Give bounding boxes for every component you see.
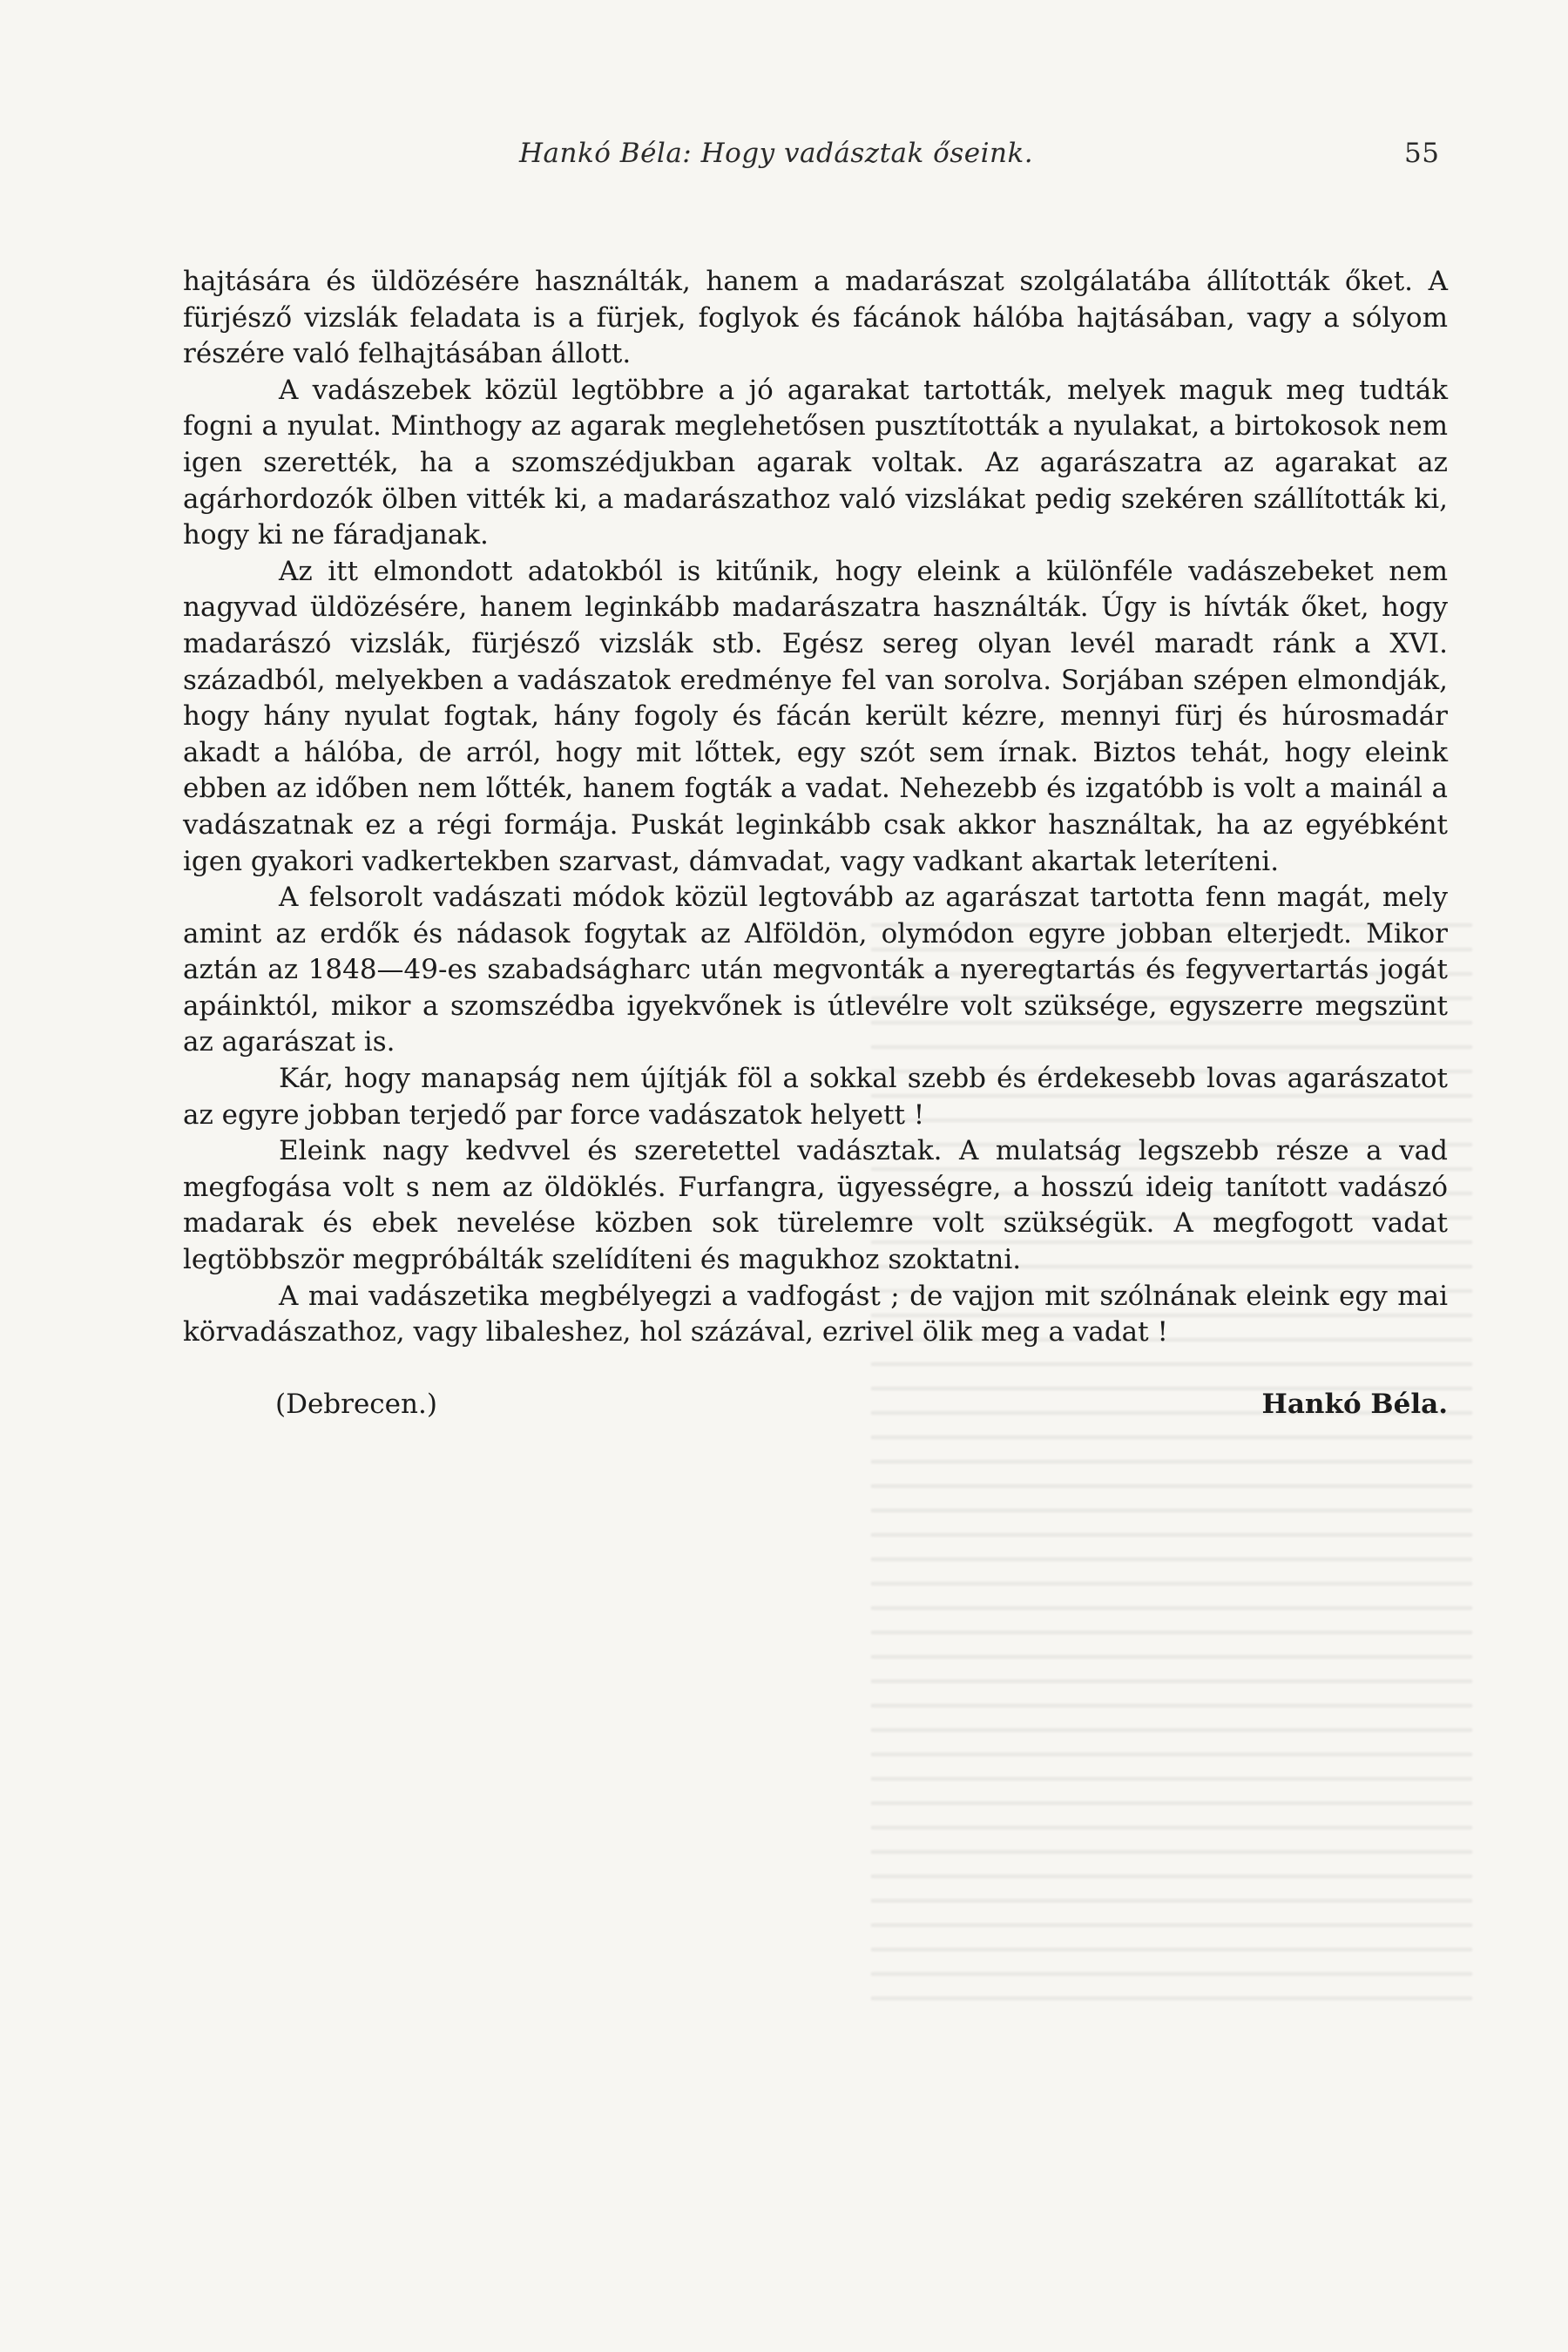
paragraph: A vadászebek közül legtöbbre a jó agarakat tartották, melyek maguk meg tudták fogni a nyulat. Minthogy az agarak meglehetősen pusztították a nyulakat, a birtokosok nem igen szerették, ha a szomszédjukban agarak voltak. Az agarászatra az agarakat az agárhordozók ölben vitték ki, a madarászathoz való vizslákat pedig szekéren szállították ki, hogy ki ne fáradjanak. <box>183 374 1448 551</box>
running-header <box>0 138 1568 176</box>
paragraph: Az itt elmondott adatokból is kitűnik, hogy eleink a különféle vadászebeket nem nagyvad üldözésére, hanem leginkább madarászatra használták. Úgy is hívták őket, hogy madarászó vizslák, fürjésző vizslák stb. Egész sereg olyan levél maradt ránk a XVI. századból, melyekben a vadászatok eredménye fel van sorolva. Sorjában szépen elmondják, hogy hány nyulat fogtak, hány fogoly és fácán került kézre, mennyi fürj és húrosmadár akadt a hálóba, de arról, hogy mit lőttek, egy szót sem írnak. Biztos tehát, hogy eleink ebben az időben nem lőtték, hanem fogták a vadat. Nehezebb és izgatóbb is volt a mainál a vadászatnak ez a régi formája. Puskát leginkább csak akkor használtak, ha az egyébként igen gyakori vadkertekben szarvast, dámvadat, vagy vadkant akartak leteríteni. <box>183 555 1448 877</box>
author-signature: Hankó Béla. <box>1261 1389 1448 1420</box>
running-title: Hankó Béla: Hogy vadásztak őseink. <box>519 138 1034 169</box>
page-number: 55 <box>1404 138 1440 169</box>
paragraph: A mai vadászetika megbélyegzi a vadfogást ; de vajjon mit szólnának eleink egy mai körvadászathoz, vagy libaleshez, hol százával, ezrivel ölik meg a vadat ! <box>183 1280 1448 1348</box>
place-of-writing: (Debrecen.) <box>275 1389 437 1420</box>
paragraph: A felsorolt vadászati módok közül legtovább az agarászat tartotta fenn magát, mely amint az erdők és nádasok fogytak az Alföldön, olymódon egyre jobban elterjedt. Mikor aztán az 1848—49-es szabadságharc után megvonták a nyeregtartás és fegyvertartás jogát apáinktól, mikor a szomszédba igyekvőnek is útlevélre volt szüksége, egyszerre megszünt az agarászat is. <box>183 882 1448 1058</box>
article-body <box>183 264 1448 1351</box>
paragraph: Eleink nagy kedvvel és szeretettel vadásztak. A mulatság legszebb része a vad megfogása volt s nem az öldöklés. Furfangra, ügyességre, a hosszú ideig tanított vadászó madarak és ebek nevelése közben sok türelemre volt szükségük. A megfogott vadat legtöbbször megpróbálták szelídíteni és magukhoz szoktatni. <box>183 1135 1448 1276</box>
paragraph: hajtására és üldözésére használták, hanem a madarászat szolgálatába állították őket. A fürjésző vizslák feladata is a fürjek, foglyok és fácánok hálóba hajtásában, vagy a sólyom részére való felhajtásában állott. <box>183 266 1448 370</box>
signature-line <box>275 1389 1448 1432</box>
paragraph: Kár, hogy manapság nem újítják föl a sokkal szebb és érdekesebb lovas agarászatot az egyre jobban terjedő par force vadászatok helyett ! <box>183 1063 1448 1131</box>
